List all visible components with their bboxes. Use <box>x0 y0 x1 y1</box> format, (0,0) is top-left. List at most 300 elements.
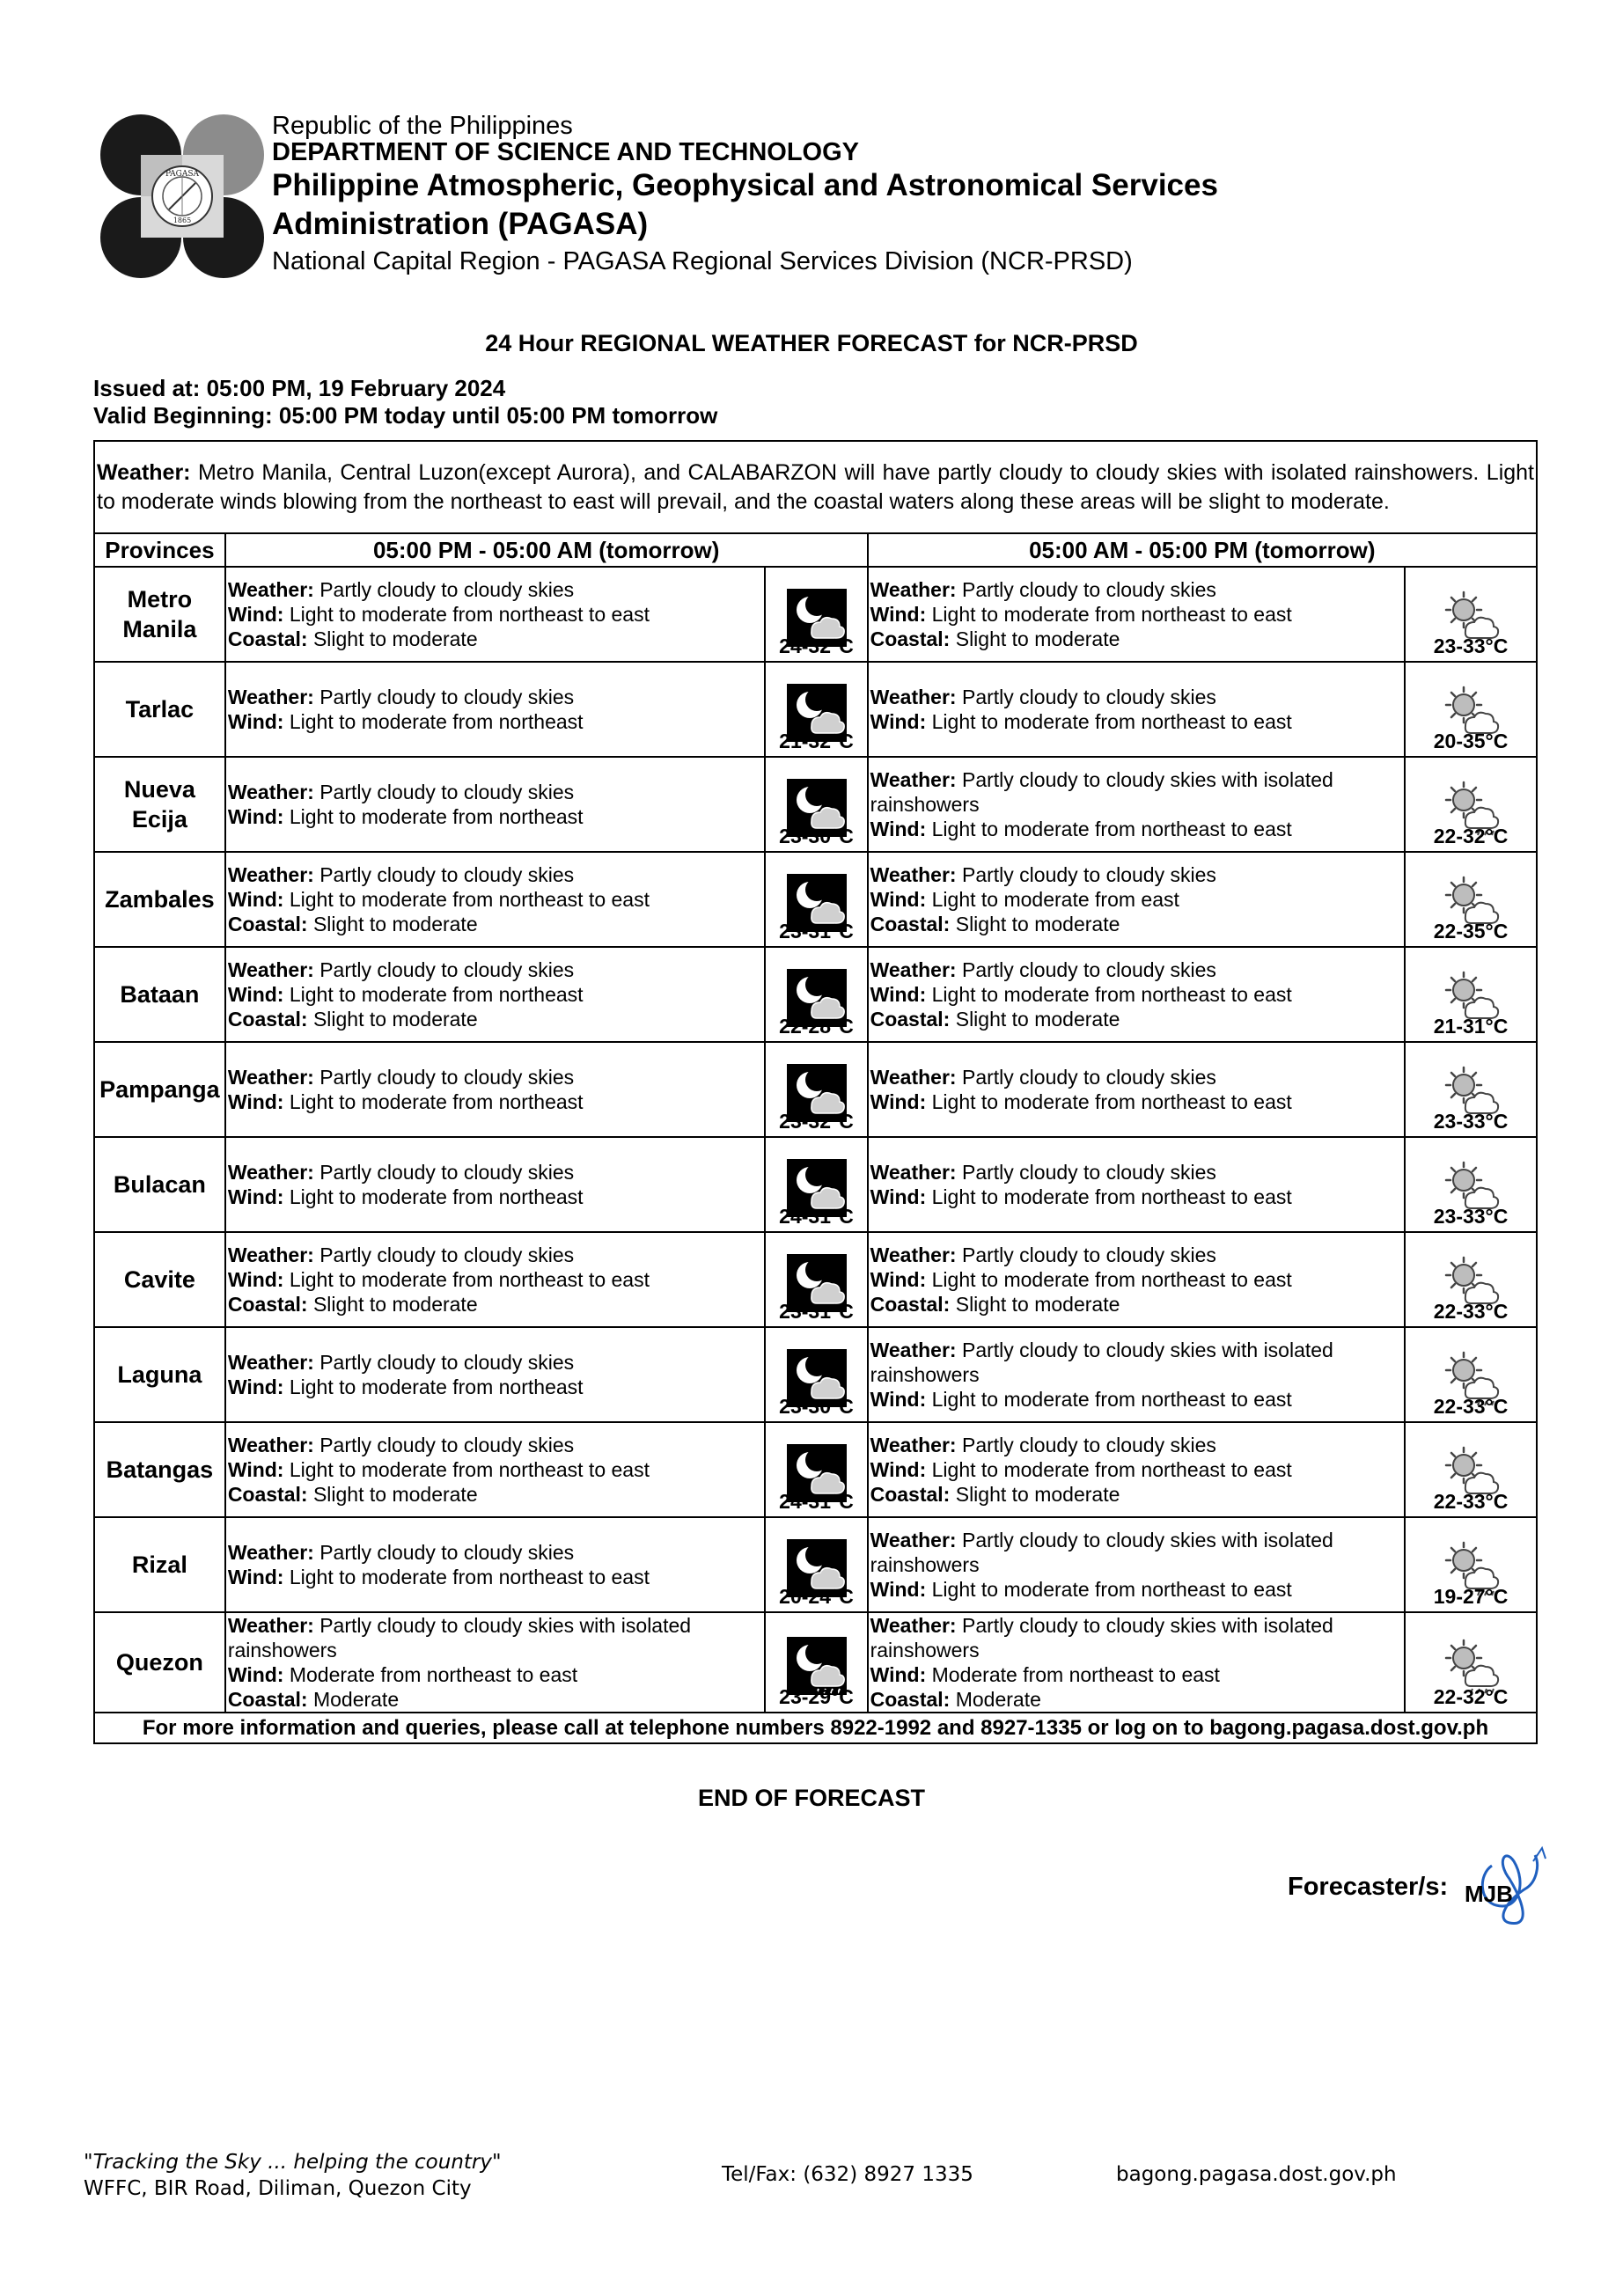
weather-line <box>870 957 1405 982</box>
forecast-icon-cell <box>1405 1327 1537 1422</box>
period1-description <box>225 947 766 1042</box>
weather-line <box>228 1243 765 1267</box>
period2-header: 05:00 AM - 05:00 PM (tomorrow) <box>868 533 1537 567</box>
weather-line <box>228 685 765 709</box>
weather-label: Weather: <box>870 1529 957 1551</box>
coastal-label: Coastal: <box>227 1483 308 1506</box>
period2-description <box>868 1517 1406 1612</box>
wind-value: Light to moderate from northeast to east <box>283 1458 650 1481</box>
coastal-value: Slight to moderate <box>307 1008 478 1031</box>
forecaster-label: Forecaster/s: <box>1288 1873 1449 1901</box>
end-of-forecast: END OF FORECAST <box>697 1785 925 1811</box>
coastal-line <box>870 1007 1405 1031</box>
wind-label: Wind: <box>870 1185 927 1208</box>
weather-label: Weather: <box>227 1541 314 1564</box>
wind-line <box>870 817 1405 841</box>
forecast-icon-cell <box>1405 1612 1537 1713</box>
weather-line <box>870 1528 1405 1577</box>
forecast-icon-cell <box>765 567 867 662</box>
coastal-label: Coastal: <box>870 1483 951 1506</box>
issued-at: Issued at: 05:00 PM, 19 February 2024 <box>93 375 506 401</box>
period1-description <box>225 1232 766 1327</box>
province-name: Pampanga <box>94 1042 225 1137</box>
table-row <box>94 662 1537 757</box>
weather-line <box>228 1160 765 1185</box>
wind-label: Wind: <box>227 1566 284 1588</box>
weather-value: Partly cloudy to cloudy skies <box>313 1066 575 1089</box>
wind-value: Light to moderate from northeast to east <box>283 1566 650 1588</box>
organization-block <box>272 113 1218 279</box>
wind-line <box>870 1089 1405 1114</box>
weather-line <box>228 957 765 982</box>
wind-value: Light to moderate from northeast <box>283 1090 584 1113</box>
coastal-value: Moderate <box>950 1688 1041 1711</box>
weather-value: Partly cloudy to cloudy skies <box>956 578 1216 601</box>
motto: "Tracking the Sky ... helping the country" <box>84 2151 502 2174</box>
summary-label: Weather: <box>97 459 191 485</box>
table-row <box>94 1042 1537 1137</box>
wind-line <box>228 982 765 1007</box>
wind-value: Light to moderate from northeast to east <box>926 1578 1292 1601</box>
provinces-header: Provinces <box>94 533 225 567</box>
weather-value: Partly cloudy to cloudy skies <box>313 781 575 803</box>
forecast-icon-cell <box>765 852 867 947</box>
weather-value: Partly cloudy to cloudy skies with isolated rainshowers <box>870 768 1333 816</box>
wind-label: Wind: <box>870 983 927 1006</box>
weather-value: Partly cloudy to cloudy skies <box>956 1434 1216 1456</box>
wind-label: Wind: <box>227 603 284 626</box>
republic-line: Republic of the Philippines <box>272 112 573 140</box>
footer-left <box>84 2149 502 2202</box>
wind-label: Wind: <box>227 805 284 828</box>
weather-line <box>228 1065 765 1089</box>
weather-value: Partly cloudy to cloudy skies with isolated rainshowers <box>870 1339 1333 1386</box>
weather-label: Weather: <box>227 1161 314 1184</box>
wind-value: Light to moderate from northeast to east <box>926 1185 1292 1208</box>
table-row <box>94 1517 1537 1612</box>
wind-line <box>870 709 1405 734</box>
coastal-label: Coastal: <box>870 1293 951 1316</box>
period1-description <box>225 662 766 757</box>
temperature-range: 23-30°C <box>779 825 854 847</box>
temperature-range: 22-33°C <box>1433 1300 1509 1323</box>
coastal-line <box>870 1482 1405 1507</box>
wind-line <box>870 1662 1405 1687</box>
weather-value: Partly cloudy to cloudy skies <box>956 1243 1216 1266</box>
weather-line <box>870 1433 1405 1457</box>
forecast-icon-cell <box>765 1612 867 1713</box>
coastal-line <box>870 1687 1405 1712</box>
weather-label: Weather: <box>870 686 957 708</box>
wind-value: Light to moderate from northeast to east <box>926 1458 1292 1481</box>
weather-value: Partly cloudy to cloudy skies with isolated rainshowers <box>870 1614 1333 1661</box>
forecast-icon-cell <box>1405 852 1537 947</box>
issue-info <box>93 375 717 429</box>
weather-line <box>228 1613 765 1662</box>
forecast-icon-cell <box>1405 1042 1537 1137</box>
wind-line <box>870 1577 1405 1602</box>
province-name: Batangas <box>94 1422 225 1517</box>
weather-label: Weather: <box>870 1614 957 1637</box>
wind-line <box>870 1457 1405 1482</box>
period1-description <box>225 1517 766 1612</box>
website: bagong.pagasa.dost.gov.ph <box>1116 2163 1397 2186</box>
forecast-icon-cell <box>1405 1137 1537 1232</box>
period1-description <box>225 567 766 662</box>
wind-line <box>870 887 1405 912</box>
period1-description <box>225 1137 766 1232</box>
province-name: Bataan <box>94 947 225 1042</box>
period1-description <box>225 757 766 852</box>
weather-label: Weather: <box>870 863 957 886</box>
valid-beginning: Valid Beginning: 05:00 PM today until 05:00 PM tomorrow <box>93 402 718 429</box>
wind-value: Light to moderate from northeast to east <box>926 983 1292 1006</box>
wind-line <box>228 1089 765 1114</box>
wind-line <box>228 709 765 734</box>
wind-value: Light to moderate from northeast to east <box>926 710 1292 733</box>
temperature-range: 22-35°C <box>1433 920 1509 943</box>
coastal-line <box>228 627 765 651</box>
wind-value: Light to moderate from northeast <box>283 1375 584 1398</box>
weather-line <box>228 1433 765 1457</box>
forecast-icon-cell <box>765 1042 867 1137</box>
temperature-range: 23-33°C <box>1433 635 1509 657</box>
weather-line <box>870 1338 1405 1387</box>
weather-line <box>870 767 1405 817</box>
coastal-line <box>228 1687 765 1712</box>
province-name: Zambales <box>94 852 225 947</box>
coastal-value: Slight to moderate <box>307 1293 478 1316</box>
wind-line <box>228 1185 765 1209</box>
weather-label: Weather: <box>870 1066 957 1089</box>
wind-value: Light to moderate from northeast to east <box>926 1090 1292 1113</box>
wind-label: Wind: <box>870 818 927 840</box>
weather-value: Partly cloudy to cloudy skies <box>313 578 575 601</box>
temperature-range: 22-32°C <box>1433 1685 1509 1708</box>
wind-value: Light to moderate from northeast to east <box>926 818 1292 840</box>
weather-label: Weather: <box>870 1243 957 1266</box>
wind-label: Wind: <box>227 1090 284 1113</box>
coastal-value: Slight to moderate <box>307 913 478 935</box>
coastal-value: Slight to moderate <box>307 627 478 650</box>
weather-value: Partly cloudy to cloudy skies <box>313 1351 575 1374</box>
weather-value: Partly cloudy to cloudy skies <box>313 863 575 886</box>
coastal-line <box>228 1292 765 1317</box>
wind-line <box>228 1375 765 1399</box>
weather-label: Weather: <box>227 1243 314 1266</box>
table-row <box>94 757 1537 852</box>
forecast-icon-cell <box>1405 567 1537 662</box>
coastal-label: Coastal: <box>870 627 951 650</box>
period2-description <box>868 1327 1406 1422</box>
wind-line <box>228 887 765 912</box>
forecast-icon-cell <box>765 662 867 757</box>
coastal-line <box>870 912 1405 936</box>
forecast-icon-cell <box>765 1517 867 1612</box>
wind-label: Wind: <box>870 1388 927 1411</box>
wind-label: Wind: <box>870 888 927 911</box>
coastal-line <box>228 912 765 936</box>
period2-description <box>868 1232 1406 1327</box>
forecast-icon-cell <box>1405 1517 1537 1612</box>
coastal-label: Coastal: <box>870 1688 951 1711</box>
wind-line <box>228 804 765 829</box>
weather-label: Weather: <box>870 1339 957 1361</box>
weather-value: Partly cloudy to cloudy skies <box>313 1161 575 1184</box>
forecaster-initials: MJB <box>1465 1881 1513 1907</box>
forecast-icon-cell <box>765 1137 867 1232</box>
province-name: Rizal <box>94 1517 225 1612</box>
province-name: Cavite <box>94 1232 225 1327</box>
wind-line <box>870 1267 1405 1292</box>
temperature-range: 19-27°C <box>1433 1585 1509 1608</box>
table-row <box>94 1327 1537 1422</box>
weather-label: Weather: <box>227 1066 314 1089</box>
wind-line <box>228 1565 765 1589</box>
wind-line <box>228 602 765 627</box>
coastal-line <box>870 627 1405 651</box>
period2-description <box>868 1612 1406 1713</box>
table-row <box>94 852 1537 947</box>
forecast-table <box>93 440 1538 1744</box>
weather-line <box>228 1350 765 1375</box>
agency-line-2: Administration (PAGASA) <box>272 207 649 241</box>
wind-value: Light to moderate from northeast to east <box>283 1268 650 1291</box>
telfax: Tel/Fax: (632) 8927 1335 <box>722 2163 973 2186</box>
wind-line <box>870 602 1405 627</box>
weather-value: Partly cloudy to cloudy skies <box>956 686 1216 708</box>
province-name: Bulacan <box>94 1137 225 1232</box>
wind-label: Wind: <box>227 1185 284 1208</box>
wind-label: Wind: <box>870 1268 927 1291</box>
temperature-range: 23-33°C <box>1433 1205 1509 1228</box>
temperature-range: 24-31°C <box>779 1205 854 1228</box>
wind-value: Light to moderate from northeast <box>283 710 584 733</box>
temperature-range: 21-31°C <box>1433 1015 1509 1038</box>
info-line: For more information and queries, please call at telephone numbers 8922-1992 and 8927-1335 or log on to bagong.pagasa.dost.gov.ph <box>94 1713 1537 1743</box>
division-line: National Capital Region - PAGASA Regional Services Division (NCR-PRSD) <box>272 247 1133 275</box>
weather-label: Weather: <box>227 781 314 803</box>
wind-value: Moderate from northeast to east <box>283 1663 578 1686</box>
forecast-icon-cell <box>765 757 867 852</box>
province-name: Nueva Ecija <box>94 757 225 852</box>
coastal-value: Slight to moderate <box>950 627 1120 650</box>
period2-description <box>868 662 1406 757</box>
wind-label: Wind: <box>870 1090 927 1113</box>
temperature-range: 24-31°C <box>779 1490 854 1513</box>
weather-label: Weather: <box>227 686 314 708</box>
coastal-label: Coastal: <box>227 913 308 935</box>
weather-label: Weather: <box>227 1614 314 1637</box>
weather-line <box>870 1243 1405 1267</box>
forecast-icon-cell <box>765 1327 867 1422</box>
period2-description <box>868 1137 1406 1232</box>
period1-description <box>225 1612 766 1713</box>
weather-value: Partly cloudy to cloudy skies with isolated rainshowers <box>870 1529 1333 1576</box>
weather-summary <box>94 441 1537 533</box>
wind-label: Wind: <box>227 1375 284 1398</box>
wind-label: Wind: <box>870 1458 927 1481</box>
period2-description <box>868 757 1406 852</box>
province-name: Metro Manila <box>94 567 225 662</box>
temperature-range: 23-31°C <box>779 920 854 943</box>
weather-value: Partly cloudy to cloudy skies <box>313 1434 575 1456</box>
wind-line <box>870 1387 1405 1412</box>
weather-label: Weather: <box>870 768 957 791</box>
weather-line <box>870 577 1405 602</box>
weather-line <box>870 1160 1405 1185</box>
coastal-label: Coastal: <box>227 1008 308 1031</box>
weather-line <box>228 577 765 602</box>
coastal-value: Moderate <box>307 1688 400 1711</box>
seal-year: 1865 <box>173 216 192 224</box>
period1-header: 05:00 PM - 05:00 AM (tomorrow) <box>225 533 868 567</box>
weather-line <box>228 1540 765 1565</box>
coastal-label: Coastal: <box>227 1293 308 1316</box>
forecast-icon-cell <box>1405 1422 1537 1517</box>
wind-line <box>228 1662 765 1687</box>
temperature-range: 23-30°C <box>779 1395 854 1418</box>
weather-value: Partly cloudy to cloudy skies with isolated rainshowers <box>227 1614 692 1661</box>
wind-value: Light to moderate from northeast to east <box>926 1268 1292 1291</box>
forecast-icon-cell <box>765 947 867 1042</box>
weather-line <box>870 862 1405 887</box>
weather-value: Partly cloudy to cloudy skies <box>313 686 575 708</box>
forecast-icon-cell <box>765 1232 867 1327</box>
period2-description <box>868 1422 1406 1517</box>
coastal-label: Coastal: <box>227 1688 308 1711</box>
temperature-range: 22-28°C <box>779 1015 854 1038</box>
coastal-value: Slight to moderate <box>950 1483 1120 1506</box>
wind-value: Light to moderate from northeast to east <box>283 603 650 626</box>
weather-line <box>870 1065 1405 1089</box>
period1-description <box>225 852 766 947</box>
temperature-range: 20-35°C <box>1433 730 1509 752</box>
wind-value: Light to moderate from northeast to east <box>926 1388 1292 1411</box>
weather-line <box>870 1613 1405 1662</box>
weather-label: Weather: <box>227 1351 314 1374</box>
wind-label: Wind: <box>227 710 284 733</box>
weather-label: Weather: <box>870 1434 957 1456</box>
temperature-range: 23-33°C <box>1433 1110 1509 1133</box>
wind-line <box>228 1457 765 1482</box>
temperature-range: 23-29°C <box>779 1685 854 1708</box>
wind-label: Wind: <box>227 1268 284 1291</box>
temperature-range: 20-24°C <box>779 1585 854 1608</box>
wind-label: Wind: <box>227 888 284 911</box>
summary-text: Metro Manila, Central Luzon(except Aurora), and CALABARZON will have partly cloudy to cloudy skies with isolated rainshowers. Light to moderate winds blowing from the northeast to east will prevail, and the coastal waters along these areas will be slight to moderate. <box>97 459 1534 514</box>
forecast-icon-cell <box>765 1422 867 1517</box>
weather-label: Weather: <box>227 578 314 601</box>
weather-line <box>228 862 765 887</box>
agency-line-1: Philippine Atmospheric, Geophysical and Astronomical Services <box>272 168 1218 202</box>
wind-value: Light to moderate from northeast <box>283 1185 584 1208</box>
wind-value: Light to moderate from east <box>926 888 1179 911</box>
wind-label: Wind: <box>870 603 927 626</box>
province-name: Quezon <box>94 1612 225 1713</box>
coastal-line <box>228 1007 765 1031</box>
letterhead <box>99 113 1331 285</box>
forecast-icon-cell <box>1405 662 1537 757</box>
wind-label: Wind: <box>227 983 284 1006</box>
period1-description <box>225 1422 766 1517</box>
wind-value: Light to moderate from northeast <box>283 983 584 1006</box>
coastal-line <box>228 1482 765 1507</box>
period2-description <box>868 1042 1406 1137</box>
province-name: Laguna <box>94 1327 225 1422</box>
period2-description <box>868 947 1406 1042</box>
weather-value: Partly cloudy to cloudy skies <box>956 958 1216 981</box>
weather-label: Weather: <box>227 958 314 981</box>
table-row <box>94 1137 1537 1232</box>
coastal-label: Coastal: <box>227 627 308 650</box>
weather-line <box>228 780 765 804</box>
weather-label: Weather: <box>870 958 957 981</box>
forecast-icon-cell <box>1405 757 1537 852</box>
province-name: Tarlac <box>94 662 225 757</box>
temperature-range: 23-31°C <box>779 1300 854 1323</box>
weather-value: Partly cloudy to cloudy skies <box>956 1066 1216 1089</box>
weather-value: Partly cloudy to cloudy skies <box>313 958 575 981</box>
period1-description <box>225 1327 766 1422</box>
temperature-range: 22-33°C <box>1433 1395 1509 1418</box>
forecast-icon-cell <box>1405 947 1537 1042</box>
temperature-range: 23-32°C <box>779 1110 854 1133</box>
wind-line <box>870 982 1405 1007</box>
wind-label: Wind: <box>227 1663 284 1686</box>
coastal-label: Coastal: <box>870 913 951 935</box>
weather-value: Partly cloudy to cloudy skies <box>956 1161 1216 1184</box>
period2-description <box>868 852 1406 947</box>
forecast-title: 24 Hour REGIONAL WEATHER FORECAST for NCR-PRSD <box>485 330 1138 356</box>
wind-value: Light to moderate from northeast to east <box>283 888 650 911</box>
wind-label: Wind: <box>870 1578 927 1601</box>
table-row <box>94 1612 1537 1713</box>
temperature-range: 22-32°C <box>1433 825 1509 847</box>
table-row <box>94 1422 1537 1517</box>
weather-value: Partly cloudy to cloudy skies <box>313 1541 575 1564</box>
wind-value: Moderate from northeast to east <box>926 1663 1220 1686</box>
temperature-range: 24-32°C <box>779 635 854 657</box>
wind-line <box>870 1185 1405 1209</box>
wind-label: Wind: <box>870 1663 927 1686</box>
wind-label: Wind: <box>870 710 927 733</box>
pagasa-logo <box>99 113 266 280</box>
coastal-label: Coastal: <box>870 1008 951 1031</box>
wind-value: Light to moderate from northeast to east <box>926 603 1292 626</box>
wind-value: Light to moderate from northeast <box>283 805 584 828</box>
table-row <box>94 1232 1537 1327</box>
seal-name: PAGASA <box>165 170 200 179</box>
weather-line <box>870 685 1405 709</box>
coastal-value: Slight to moderate <box>950 1008 1120 1031</box>
temperature-range: 21-32°C <box>779 730 854 752</box>
temperature-range: 22-33°C <box>1433 1490 1509 1513</box>
department-line: DEPARTMENT OF SCIENCE AND TECHNOLOGY <box>272 138 860 166</box>
coastal-value: Slight to moderate <box>307 1483 478 1506</box>
weather-label: Weather: <box>227 1434 314 1456</box>
weather-label: Weather: <box>227 863 314 886</box>
wind-line <box>228 1267 765 1292</box>
period1-description <box>225 1042 766 1137</box>
period2-description <box>868 567 1406 662</box>
coastal-value: Slight to moderate <box>950 1293 1120 1316</box>
coastal-value: Slight to moderate <box>950 913 1120 935</box>
table-row <box>94 947 1537 1042</box>
coastal-line <box>870 1292 1405 1317</box>
forecast-icon-cell <box>1405 1232 1537 1327</box>
address: WFFC, BIR Road, Diliman, Quezon City <box>84 2177 472 2200</box>
